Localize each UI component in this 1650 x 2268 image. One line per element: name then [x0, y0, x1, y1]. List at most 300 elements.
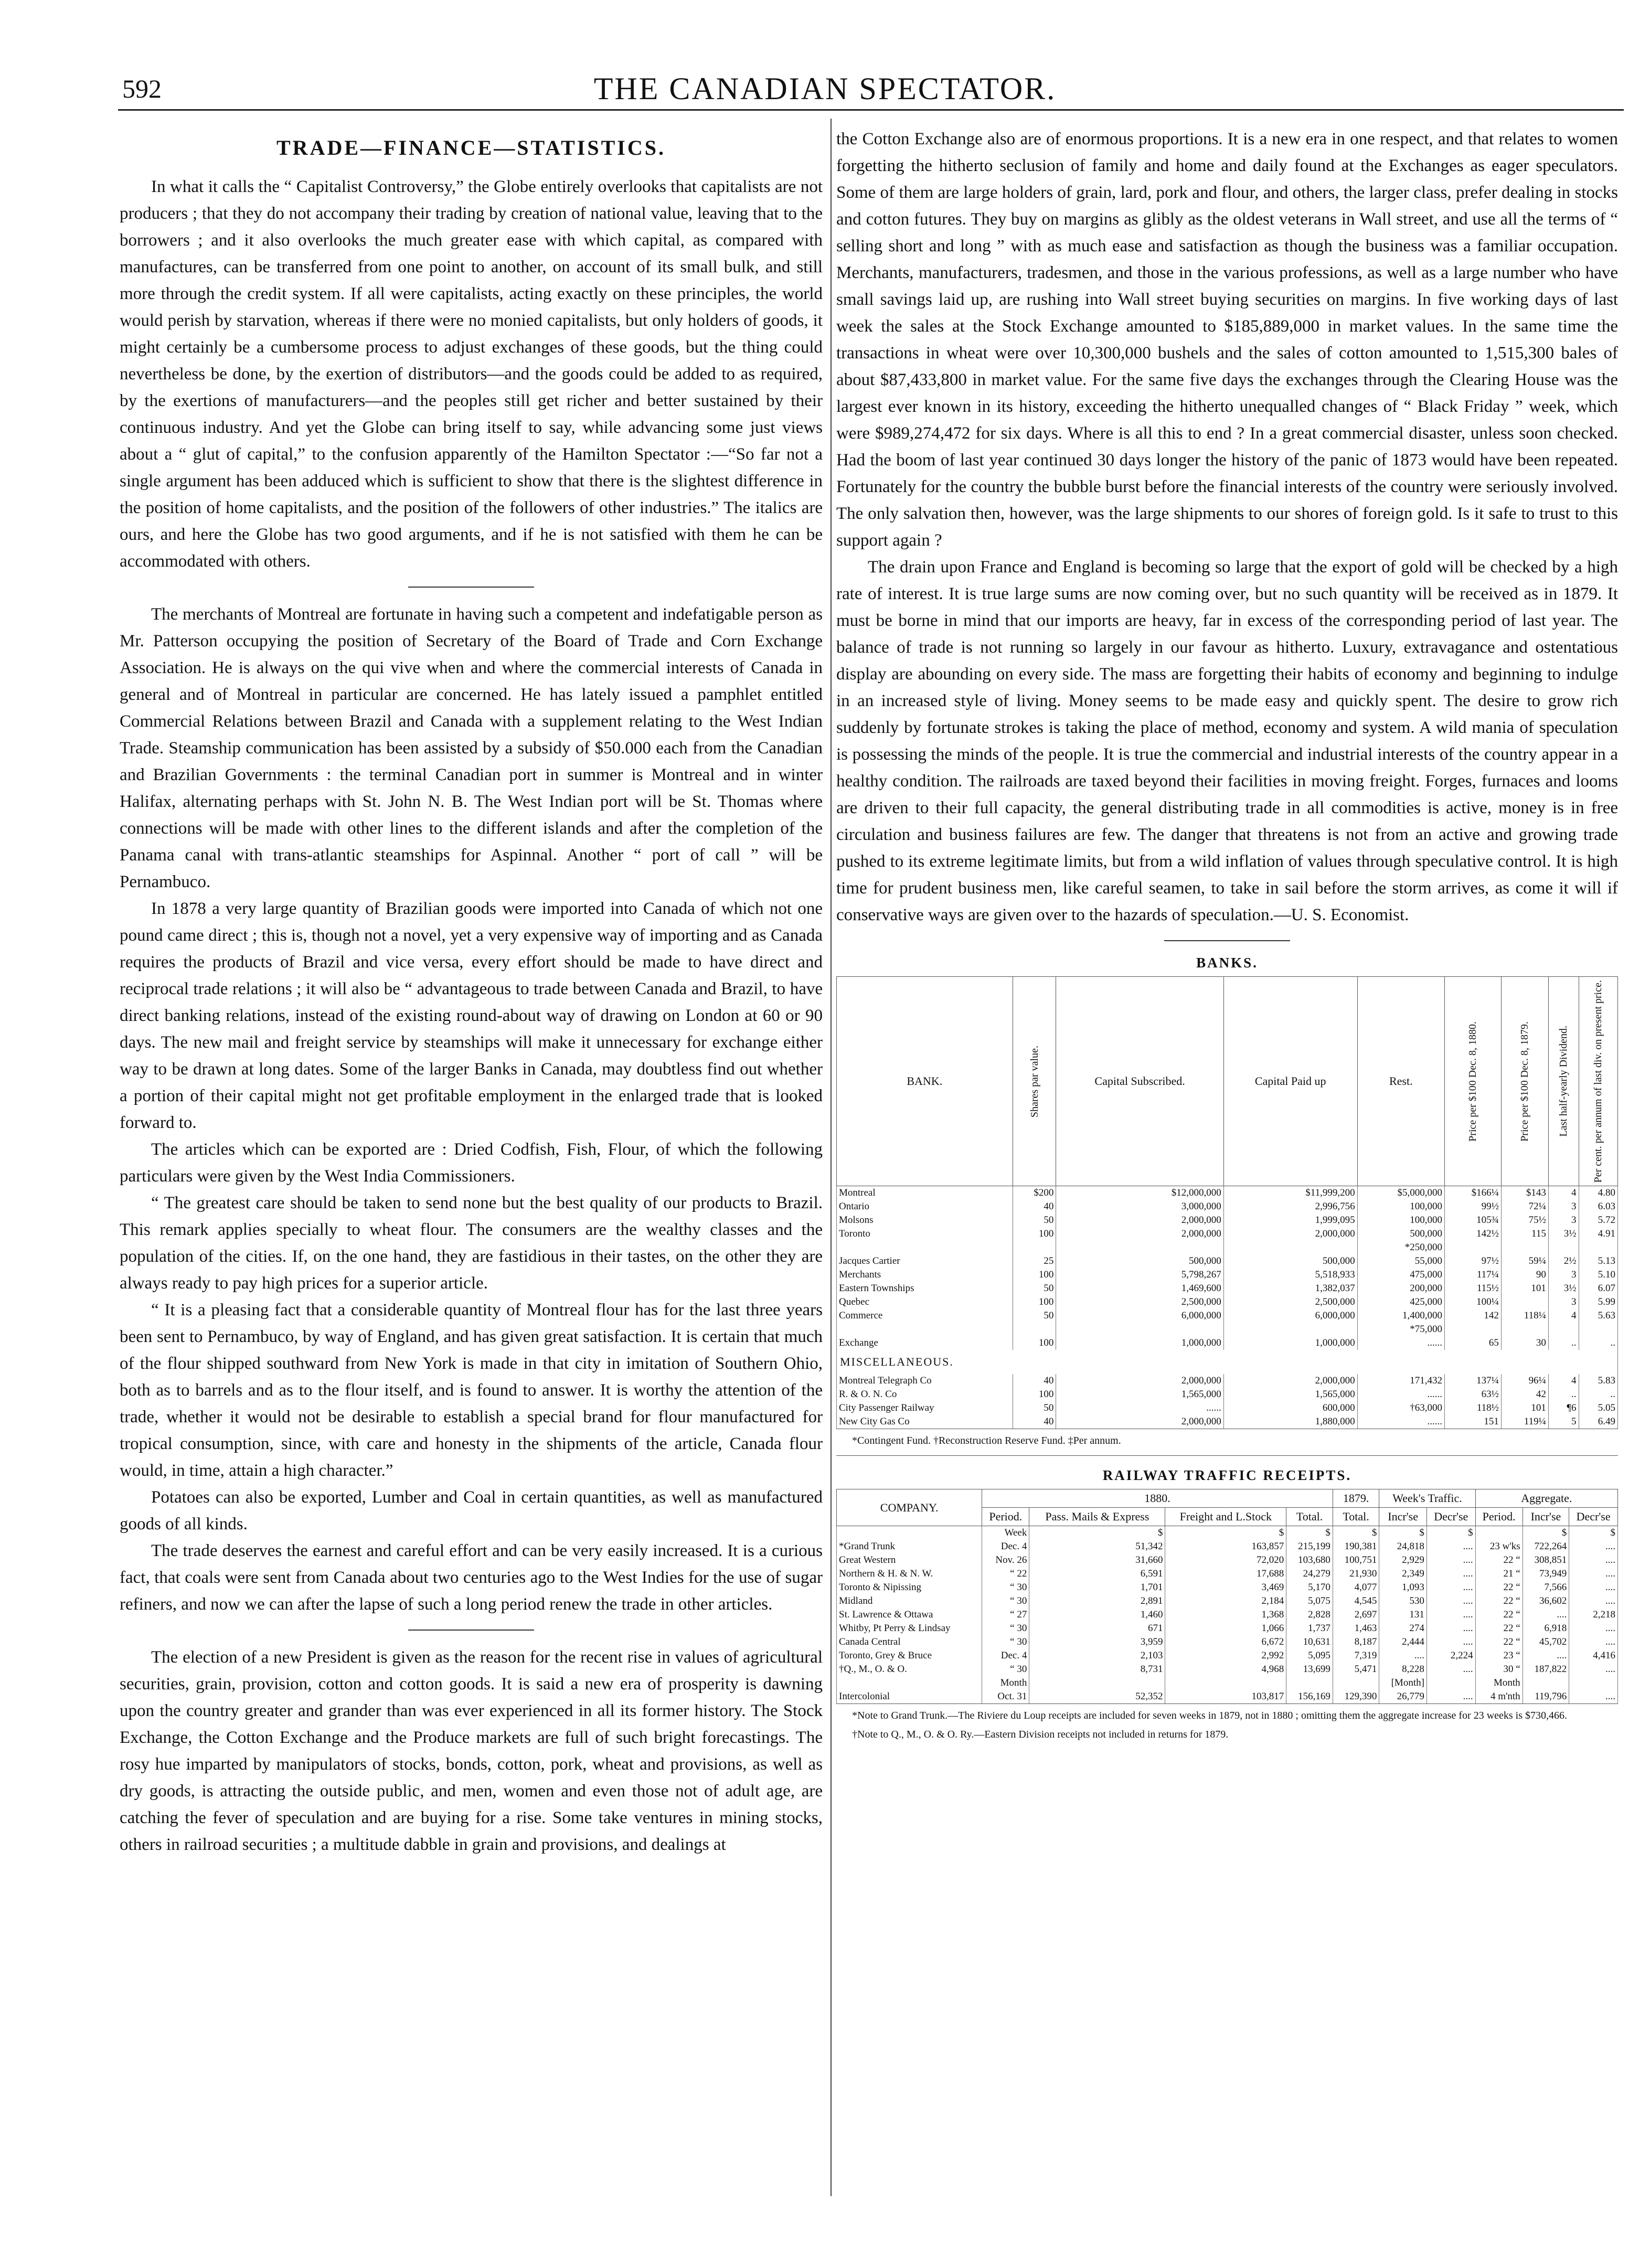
table-cell: [837, 1526, 982, 1540]
left-column: [120, 126, 823, 1858]
table-cell: “ 30: [982, 1594, 1029, 1608]
table-cell: 274: [1379, 1622, 1427, 1635]
table-cell: 1,066: [1165, 1622, 1286, 1635]
table-cell: 129,390: [1333, 1690, 1379, 1704]
table-cell: 22 “: [1475, 1608, 1523, 1622]
table-cell: 2,996,756: [1223, 1200, 1357, 1213]
table-cell: 6,000,000: [1223, 1309, 1357, 1323]
table-cell: $: [1379, 1526, 1427, 1540]
table-cell: 22 “: [1475, 1594, 1523, 1608]
column-header: Rest.: [1357, 977, 1444, 1186]
table-cell: ......: [1357, 1388, 1444, 1401]
table-cell: 3: [1548, 1213, 1579, 1227]
table-cell: 4,077: [1333, 1581, 1379, 1594]
column-header-label: Per cent. per annum of last div. on present price.: [1592, 980, 1604, 1183]
table-cell: 1,463: [1333, 1622, 1379, 1635]
company-name: Toronto & Nipissing: [837, 1581, 982, 1594]
table-cell: 190,381: [1333, 1540, 1379, 1553]
table-cell: 13,699: [1286, 1663, 1333, 1676]
separator-rule: [1164, 940, 1290, 941]
table-row: [837, 1622, 1618, 1635]
table-cell: 200,000: [1357, 1282, 1444, 1295]
table-cell: 55,000: [1357, 1254, 1444, 1268]
column-header: 1880.: [982, 1489, 1333, 1508]
table-cell: ....: [1569, 1594, 1618, 1608]
article-paragraph: The election of a new President is given as the reason for the recent rise in values of agricultural securities, grain, provision, cotton and cotton goods. It is said a new era of prosperity is dawning upon the country greater and grander than was ever experienced in all its former history. The Stock Exchange, the Cotton Exchange and the Produce markets are full of such bright forecastings. The rosy hue imparted by manipulators of stocks, bonds, cotton, pork, wheat and provisions, as well as dry goods, is attracting the outside public, and men, women and even those not of adult age, are catching the fever of speculation and are buying for a rise. Some take ventures in mining stocks, others in railroad securities ; a multitude dabble in grain and provisions, and dealings at: [120, 1648, 823, 1854]
table-cell: $166¼: [1445, 1186, 1502, 1200]
table-cell: 30: [1501, 1336, 1548, 1350]
page-number: 592: [122, 74, 162, 103]
header-row: [837, 1489, 1618, 1508]
table-cell: 5,518,933: [1223, 1268, 1357, 1282]
table-cell: [1475, 1526, 1523, 1540]
table-row: [837, 1415, 1618, 1429]
table-cell: 115: [1501, 1227, 1548, 1241]
bank-name: Exchange: [837, 1336, 1013, 1350]
bank-name: Merchants: [837, 1268, 1013, 1282]
table-cell: ......: [1357, 1415, 1444, 1429]
table-cell: 2,891: [1029, 1594, 1165, 1608]
table-cell: 100: [1013, 1336, 1056, 1350]
table-cell: [1029, 1676, 1165, 1690]
table-cell: 2,828: [1286, 1608, 1333, 1622]
table-cell: 5,798,267: [1056, 1268, 1223, 1282]
table-cell: 24,279: [1286, 1567, 1333, 1581]
table-cell: ....: [1427, 1581, 1475, 1594]
table-cell: 50: [1013, 1401, 1056, 1415]
table-cell: [1013, 1323, 1056, 1336]
table-cell: 2,218: [1569, 1608, 1618, 1622]
table-cell: “ 30: [982, 1663, 1029, 1676]
company-name: †Q., M., O. & O.: [837, 1663, 982, 1676]
table-cell: ..: [1579, 1336, 1617, 1350]
table-cell: 4 m'nth: [1475, 1690, 1523, 1704]
table-cell: [1501, 1241, 1548, 1254]
column-divider: [831, 119, 832, 2196]
table-cell: 100,000: [1357, 1200, 1444, 1213]
table-cell: $: [1333, 1526, 1379, 1540]
table-cell: [1427, 1676, 1475, 1690]
table-cell: 5,471: [1333, 1663, 1379, 1676]
table-cell: 6.07: [1579, 1282, 1617, 1295]
table-cell: 1,000,000: [1223, 1336, 1357, 1350]
bank-name: Eastern Townships: [837, 1282, 1013, 1295]
table-cell: 4: [1548, 1309, 1579, 1323]
table-cell: ....: [1569, 1567, 1618, 1581]
table-cell: [1223, 1241, 1357, 1254]
table-cell: 137¼: [1445, 1374, 1502, 1388]
table-cell: 72¼: [1501, 1200, 1548, 1213]
table-cell: 50: [1013, 1282, 1056, 1295]
table-cell: 21 “: [1475, 1567, 1523, 1581]
column-header: Aggregate.: [1475, 1489, 1617, 1508]
table-cell: 5,095: [1286, 1649, 1333, 1663]
column-header: 1879.: [1333, 1489, 1379, 1508]
table-cell: 42: [1501, 1388, 1548, 1401]
table-cell: 2,000,000: [1056, 1415, 1223, 1429]
column-header: Period.: [1475, 1508, 1523, 1526]
table-cell: Dec. 4: [982, 1649, 1029, 1663]
separator-rule: [408, 1630, 534, 1631]
table-cell: 6,000,000: [1056, 1309, 1223, 1323]
bank-name: Ontario: [837, 1200, 1013, 1213]
banks-table: [836, 976, 1618, 1429]
table-cell: [Month]: [1379, 1676, 1427, 1690]
table-cell: 31,660: [1029, 1553, 1165, 1567]
table-section: [837, 1350, 1618, 1374]
bank-name: [837, 1241, 1013, 1254]
table-cell: 24,818: [1379, 1540, 1427, 1553]
table-cell: ....: [1569, 1581, 1618, 1594]
separator-rule: [408, 587, 534, 588]
table-cell: 4.91: [1579, 1227, 1617, 1241]
table-cell: 5.72: [1579, 1213, 1617, 1227]
column-header: Decr'se: [1427, 1508, 1475, 1526]
table-cell: 119¼: [1501, 1415, 1548, 1429]
table-cell: “ 30: [982, 1635, 1029, 1649]
table-cell: 671: [1029, 1622, 1165, 1635]
column-header: BANK.: [837, 977, 1013, 1186]
table-cell: 1,999,095: [1223, 1213, 1357, 1227]
table-cell: 3,469: [1165, 1581, 1286, 1594]
table-cell: 530: [1379, 1594, 1427, 1608]
article-paragraph: The drain upon France and England is becoming so large that the export of gold will be checked by a high rate of interest. It is true large sums are now coming over, but no such quantity will be received as in 1879. It must be borne in mind that our imports are heavy, far in excess of the corresponding period of last year. The balance of trade is not running so largely in our favour as hitherto. Luxury, extravagance and ostentatious display are abounding on every side. The mass are forgetting their habits of economy and beginning to indulge in an increased style of living. Money seems to be made easy and quickly spent. The desire to grow rich suddenly by fortunate strokes is taking the place of method, economy and system. A wild mania of speculation is possessing the minds of the people. It is true the commercial and industrial interests of the country appear in a healthy condition. The railroads are taxed beyond their facilities in moving freight. Forges, furnaces and looms are driven to their full capacity, the general distributing trade in all commodities is active, money is in free circulation and business failures are few. The danger that threatens is not from an active and growing trade pushed to its extreme legitimate limits, but from a wild inflation of values through speculative control. It is high time for prudent business men, like careful seamen, to take in sail before the storm arrives, as come it will if conservative ways are given over to the hazards of speculation.—U. S. Economist.: [836, 558, 1618, 924]
column-header: [1501, 977, 1548, 1186]
table-row: [837, 1594, 1618, 1608]
table-cell: [1223, 1323, 1357, 1336]
table-row: [837, 1323, 1618, 1336]
table-cell: 4,545: [1333, 1594, 1379, 1608]
table-cell: 115½: [1445, 1282, 1502, 1295]
table-cell: 1,469,600: [1056, 1282, 1223, 1295]
table-cell: $200: [1013, 1186, 1056, 1200]
table-cell: [1013, 1241, 1056, 1254]
column-header: Total.: [1333, 1508, 1379, 1526]
table-row: [837, 1581, 1618, 1594]
table-cell: 10,631: [1286, 1635, 1333, 1649]
table-cell: 100¼: [1445, 1295, 1502, 1309]
table-cell: “ 27: [982, 1608, 1029, 1622]
table-cell: 103,680: [1286, 1553, 1333, 1567]
company-name: Canada Central: [837, 1635, 982, 1649]
table-cell: [1501, 1323, 1548, 1336]
table-cell: ....: [1427, 1567, 1475, 1581]
banks-footnote: *Contingent Fund. †Reconstruction Reserve Fund. ‡Per annum.: [852, 1435, 1121, 1447]
table-cell: 308,851: [1523, 1553, 1569, 1567]
railway-note: †Note to Q., M., O. & O. Ry.—Eastern Division receipts not included in returns for 1879.: [852, 1729, 1229, 1741]
table-cell: *75,000: [1357, 1323, 1444, 1336]
table-row: [837, 1690, 1618, 1704]
table-cell: 5: [1548, 1415, 1579, 1429]
table-cell: 105¾: [1445, 1213, 1502, 1227]
article-paragraph: The articles which can be exported are : Dried Codfish, Fish, Flour, of which the following particulars were given by the West India Commissioners.: [120, 1140, 823, 1186]
table-cell: “ 22: [982, 1567, 1029, 1581]
table-cell: 171,432: [1357, 1374, 1444, 1388]
table-cell: 100,751: [1333, 1553, 1379, 1567]
column-header: Capital Paid up: [1223, 977, 1357, 1186]
bank-name: Molsons: [837, 1213, 1013, 1227]
table-cell: 163,857: [1165, 1540, 1286, 1553]
table-cell: 2½: [1548, 1254, 1579, 1268]
company-name: Northern & H. & N. W.: [837, 1567, 982, 1581]
table-cell: 96¼: [1501, 1374, 1548, 1388]
table-cell: 30 “: [1475, 1663, 1523, 1676]
table-row: [837, 1227, 1618, 1241]
table-cell: 5.63: [1579, 1309, 1617, 1323]
table-cell: 5.99: [1579, 1295, 1617, 1309]
column-header: [1013, 977, 1056, 1186]
table-cell: Dec. 4: [982, 1540, 1029, 1553]
table-cell: “ 30: [982, 1581, 1029, 1594]
right-column: [836, 126, 1618, 1742]
table-cell: 1,880,000: [1223, 1415, 1357, 1429]
article-paragraph: “ The greatest care should be taken to send none but the best quality of our products to Brazil. This remark applies specially to wheat flour. The consumers are the wealthy classes and the population of the cities. If, on the one hand, they are fastidious in their tastes, on the other they are always ready to pay high prices for a superior article.: [120, 1194, 823, 1293]
article-paragraph: In what it calls the “ Capitalist Controversy,” the Globe entirely overlooks that capitalists are not producers ; that they do not accompany their trading by creation of national value, leaving that to the borrowers ; and it also overlooks the much greater ease with which capital, as compared with manufactures, can be transferred from one point to another, on account of its small bulk, and still more through the credit system. If all were capitalists, acting exactly on these principles, the world would perish by starvation, whereas if there were no monied capitalists, but only holders of goods, it might certainly be a cumbersome process to adjust exchanges of these goods, but the thing could nevertheless be done, by the exertion of distributors—and the goods could be added to as required, by the exertions of manufacturers—and the peoples still get richer and better sustained by their continuous industry. And yet the Globe can bring itself to say, while advancing some just views about a “ glut of capital,” to the confusion apparently of the Hamilton Spectator :—“So far not a single argument has been adduced which is sufficient to show that there is the slightest difference in the position of home capitalists, and the position of the followers of other industries.” The italics are ours, and here the Globe has two good arguments, and if he is not satisfied with them he can be accommodated with others.: [120, 177, 823, 571]
table-cell: 6,918: [1523, 1622, 1569, 1635]
company-name: [837, 1676, 982, 1690]
table-cell: ....: [1569, 1663, 1618, 1676]
table-row: [837, 1608, 1618, 1622]
table-row: [837, 1213, 1618, 1227]
bank-name: Montreal Telegraph Co: [837, 1374, 1013, 1388]
table-row: [837, 1663, 1618, 1676]
page-title: THE CANADIAN SPECTATOR.: [593, 71, 1057, 106]
table-cell: 97½: [1445, 1254, 1502, 1268]
table-cell: Oct. 31: [982, 1690, 1029, 1704]
table-cell: 117¼: [1445, 1268, 1502, 1282]
table-cell: 7,319: [1333, 1649, 1379, 1663]
table-cell: 3,959: [1029, 1635, 1165, 1649]
column-header-label: Last half-yearly Dividend.: [1558, 1026, 1570, 1137]
column-header: Capital Subscribed.: [1056, 977, 1223, 1186]
table-cell: ....: [1569, 1622, 1618, 1635]
table-cell: 119,796: [1523, 1690, 1569, 1704]
table-row: [837, 1186, 1618, 1200]
column-header: [1579, 977, 1617, 1186]
table-cell: 8,228: [1379, 1663, 1427, 1676]
table-cell: 3: [1548, 1200, 1579, 1213]
table-cell: ....: [1569, 1635, 1618, 1649]
table-cell: ..: [1548, 1336, 1579, 1350]
column-header: Freight and L.Stock: [1165, 1508, 1286, 1526]
table-cell: [1501, 1295, 1548, 1309]
table-cell: ¶6: [1548, 1401, 1579, 1415]
bank-name: R. & O. N. Co: [837, 1388, 1013, 1401]
table-cell: 6.03: [1579, 1200, 1617, 1213]
table-cell: 100: [1013, 1268, 1056, 1282]
table-cell: 23 “: [1475, 1649, 1523, 1663]
table-cell: 72,020: [1165, 1553, 1286, 1567]
table-cell: $: [1029, 1526, 1165, 1540]
table-cell: ....: [1569, 1690, 1618, 1704]
table-cell: 73,949: [1523, 1567, 1569, 1581]
column-header: Incr'se: [1523, 1508, 1569, 1526]
table-cell: 1,368: [1165, 1608, 1286, 1622]
table-cell: 25: [1013, 1254, 1056, 1268]
column-header: Total.: [1286, 1508, 1333, 1526]
table-cell: [1333, 1676, 1379, 1690]
table-cell: 6,591: [1029, 1567, 1165, 1581]
table-cell: 7,566: [1523, 1581, 1569, 1594]
column-header: COMPANY.: [837, 1489, 982, 1526]
table-cell: 40: [1013, 1415, 1056, 1429]
table-cell: 156,169: [1286, 1690, 1333, 1704]
table-cell: 8,731: [1029, 1663, 1165, 1676]
table-cell: 2,224: [1427, 1649, 1475, 1663]
railway-table: [836, 1489, 1618, 1704]
column-header: [1445, 977, 1502, 1186]
table-cell: ....: [1569, 1540, 1618, 1553]
column-header: Period.: [982, 1508, 1029, 1526]
column-header: Decr'se: [1569, 1508, 1618, 1526]
table-cell: 8,187: [1333, 1635, 1379, 1649]
article-paragraph: “ It is a pleasing fact that a considerable quantity of Montreal flour has for the last three years been sent to Pernambuco, by way of England, and has given great satisfaction. It is certain that much of the flour shipped southward from New York is made in that city in imitation of Southern Ohio, both as to barrels and as to the flour itself, and is found to answer. It is worthy the attention of the trade, whether it would not be desirable to establish a special brand for flour manufactured for tropical consumption, since, with care and honesty in the shipments of the article, Canada flour would, in time, attain a high character.”: [120, 1301, 823, 1480]
table-row: [837, 1241, 1618, 1254]
table-cell: [1445, 1323, 1502, 1336]
table-cell: 52,352: [1029, 1690, 1165, 1704]
table-cell: ....: [1427, 1690, 1475, 1704]
table-cell: 100: [1013, 1295, 1056, 1309]
table-cell: $5,000,000: [1357, 1186, 1444, 1200]
table-cell: ......: [1357, 1336, 1444, 1350]
bank-name: Toronto: [837, 1227, 1013, 1241]
table-cell: 5.10: [1579, 1268, 1617, 1282]
table-cell: 26,779: [1379, 1690, 1427, 1704]
table-cell: 21,930: [1333, 1567, 1379, 1581]
article-paragraph: the Cotton Exchange also are of enormous proportions. It is a new era in one respect, and that relates to women forgetting the hitherto seclusion of family and home and daily found at the Exchanges as eager speculators. Some of them are large holders of grain, lard, pork and flour, and others, the larger class, prefer dealing in stocks and cotton futures. They buy on margins as glibly as the oldest veterans in Wall street, and use all the terms of “ selling short and long ” with as much ease and satisfaction as though the business was a familiar occupation. Merchants, manufacturers, tradesmen, and those in the various professions, as well as a large number who have small savings laid up, are rushing into Wall street buying securities on margins. In five working days of last week the sales at the Stock Exchange amounted to $185,889,000 in market values. In the same time the transactions in wheat were over 10,300,000 bushels and the sales of cotton amounted to 1,515,300 bales of about $87,433,800 in market value. For the same five days the exchanges through the Clearing House was the largest ever known in its history, exceeding the hitherto unequalled changes of “ Black Friday ” week, which were $989,274,472 for six days. Where is all this to end ? In a great commercial disaster, unless soon checked. Had the boom of last year continued 30 days longer the history of the panic of 1873 would have been repeated. Fortunately for the country the bubble burst before the financial interests of the country were seriously involved. The only salvation then, however, was the large shipments to our shores of foreign gold. Is it safe to trust to this support again ?: [836, 130, 1618, 550]
table-cell: 90: [1501, 1268, 1548, 1282]
table-cell: Month: [982, 1676, 1029, 1690]
table-cell: 2,992: [1165, 1649, 1286, 1663]
table-cell: 100: [1013, 1227, 1056, 1241]
column-header: Pass. Mails & Express: [1029, 1508, 1165, 1526]
table-cell: 1,737: [1286, 1622, 1333, 1635]
table-cell: 5.05: [1579, 1401, 1617, 1415]
table-cell: ....: [1427, 1663, 1475, 1676]
table-cell: 59¼: [1501, 1254, 1548, 1268]
table-cell: ......: [1056, 1401, 1223, 1415]
table-cell: 2,000,000: [1056, 1227, 1223, 1241]
table-cell: 3: [1548, 1268, 1579, 1282]
table-cell: 6.49: [1579, 1415, 1617, 1429]
table-cell: 2,500,000: [1056, 1295, 1223, 1309]
table-cell: 2,444: [1379, 1635, 1427, 1649]
table-cell: ....: [1427, 1622, 1475, 1635]
table-cell: 4: [1548, 1374, 1579, 1388]
table-cell: 215,199: [1286, 1540, 1333, 1553]
table-row: [837, 1388, 1618, 1401]
table-cell: 2,697: [1333, 1608, 1379, 1622]
table-row: [837, 1309, 1618, 1323]
column-header: Incr'se: [1379, 1508, 1427, 1526]
table-cell: ..: [1579, 1388, 1617, 1401]
table-cell: 50: [1013, 1309, 1056, 1323]
table-cell: 40: [1013, 1200, 1056, 1213]
table-cell: 51,342: [1029, 1540, 1165, 1553]
table-cell: 22 “: [1475, 1553, 1523, 1567]
banks-table-title: BANKS.: [1196, 955, 1258, 971]
table-row: [837, 1635, 1618, 1649]
company-name: Toronto, Grey & Bruce: [837, 1649, 982, 1663]
section-label: MISCELLANEOUS.: [837, 1350, 1618, 1374]
table-row: [837, 1374, 1618, 1388]
table-cell: 5,170: [1286, 1581, 1333, 1594]
column-header: Week's Traffic.: [1379, 1489, 1475, 1508]
table-cell: 17,688: [1165, 1567, 1286, 1581]
table-cell: 425,000: [1357, 1295, 1444, 1309]
company-name: St. Lawrence & Ottawa: [837, 1608, 982, 1622]
table-cell: ....: [1427, 1608, 1475, 1622]
table-cell: 2,000,000: [1056, 1213, 1223, 1227]
table-cell: 1,565,000: [1223, 1388, 1357, 1401]
table-cell: 2,000,000: [1223, 1227, 1357, 1241]
section-heading: TRADE—FINANCE—STATISTICS.: [276, 136, 666, 159]
table-cell: 131: [1379, 1608, 1427, 1622]
table-cell: 65: [1445, 1336, 1502, 1350]
table-cell: $: [1165, 1526, 1286, 1540]
table-cell: [1523, 1676, 1569, 1690]
table-cell: 99½: [1445, 1200, 1502, 1213]
table-cell: 500,000: [1357, 1227, 1444, 1241]
table-cell: 118¼: [1501, 1309, 1548, 1323]
table-cell: $11,999,200: [1223, 1186, 1357, 1200]
article-paragraph: The merchants of Montreal are fortunate in having such a competent and indefatigable person as Mr. Patterson occupying the position of Secretary of the Board of Trade and Corn Exchange Association. He is always on the qui vive when and where the commercial interests of Canada in general and of Montreal in particular are concerned. He has lately issued a pamphlet entitled Commercial Relations between Brazil and Canada with a supplement relating to the West Indian Trade. Steamship communication has been assisted by a subsidy of $50.000 each from the Canadian and Brazilian Governments : the terminal Canadian port in summer is Montreal and in winter Halifax, alternating perhaps with St. John N. B. The West Indian port will be St. Thomas where connections will be made with other lines to the different islands and after the completion of the Panama canal with trans-atlantic steamships for Aspinnal. Another “ port of call ” will be Pernambuco.: [120, 605, 823, 891]
table-cell: 500,000: [1056, 1254, 1223, 1268]
table-cell: 475,000: [1357, 1268, 1444, 1282]
table-cell: 23 w'ks: [1475, 1540, 1523, 1553]
article-paragraph: The trade deserves the earnest and careful effort and can be very easily increased. It is a curious fact, that coals were sent from Canada about two centuries ago to the West Indies for the use of sugar refiners, and now we can after the lapse of such a long period renew the trade in other articles.: [120, 1541, 823, 1614]
table-row: [837, 1282, 1618, 1295]
table-row: [837, 1268, 1618, 1282]
article-paragraph: Potatoes can also be exported, Lumber and Coal in certain quantities, as well as manufactured goods of all kinds.: [120, 1488, 823, 1534]
table-cell: 2,184: [1165, 1594, 1286, 1608]
table-cell: 36,602: [1523, 1594, 1569, 1608]
unit-row: [837, 1526, 1618, 1540]
table-row: [837, 1401, 1618, 1415]
bank-name: Quebec: [837, 1295, 1013, 1309]
table-cell: 100,000: [1357, 1213, 1444, 1227]
table-row: [837, 1676, 1618, 1690]
table-cell: $: [1523, 1526, 1569, 1540]
table-cell: [1286, 1676, 1333, 1690]
table-cell: $143: [1501, 1186, 1548, 1200]
table-cell: 22 “: [1475, 1581, 1523, 1594]
table-row: [837, 1295, 1618, 1309]
table-cell: ....: [1523, 1649, 1569, 1663]
table-cell: 4.80: [1579, 1186, 1617, 1200]
table-cell: 3,000,000: [1056, 1200, 1223, 1213]
table-cell: 600,000: [1223, 1401, 1357, 1415]
table-cell: 100: [1013, 1388, 1056, 1401]
table-cell: ....: [1427, 1553, 1475, 1567]
table-cell: 3: [1548, 1295, 1579, 1309]
table-cell: 2,000,000: [1223, 1374, 1357, 1388]
table-cell: [1056, 1323, 1223, 1336]
table-cell: ....: [1427, 1540, 1475, 1553]
railway-note: *Note to Grand Trunk.—The Riviere du Loup receipts are included for seven weeks in 1879, not in 1880 ; omitting them the aggregate increase for 23 weeks is $730,466.: [852, 1710, 1568, 1722]
table-cell: 4: [1548, 1186, 1579, 1200]
railway-table-title: RAILWAY TRAFFIC RECEIPTS.: [1102, 1467, 1352, 1484]
table-cell: 1,701: [1029, 1581, 1165, 1594]
table-cell: [1445, 1241, 1502, 1254]
column-header: [1548, 977, 1579, 1186]
table-cell: [1569, 1676, 1618, 1690]
table-cell: 1,565,000: [1056, 1388, 1223, 1401]
company-name: Intercolonial: [837, 1690, 982, 1704]
table-cell: 2,500,000: [1223, 1295, 1357, 1309]
table-row: [837, 1254, 1618, 1268]
separator-rule: [836, 1455, 1618, 1456]
